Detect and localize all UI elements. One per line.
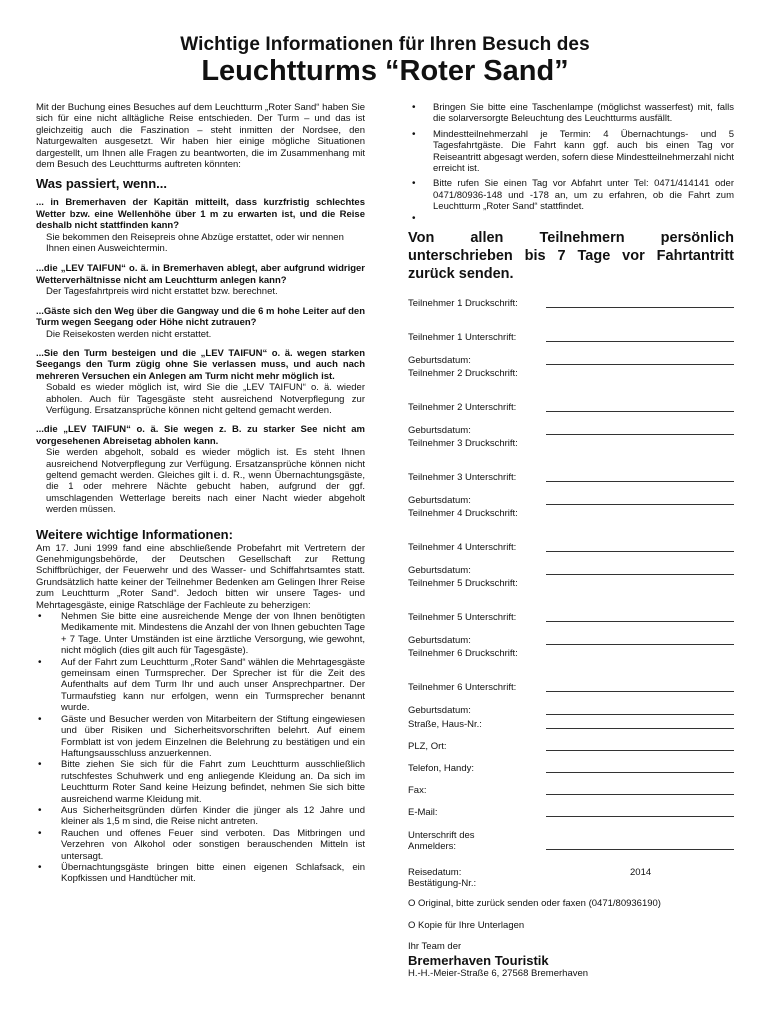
participant-2-signature-field[interactable] [408,401,734,414]
field-line [546,807,734,817]
case-5 [36,424,365,515]
case-answer: Der Tagesfahrtpreis wird nicht erstattet bzw. berechnet. [46,286,278,298]
participant-6-print-field[interactable] [408,647,734,660]
advice-item: • Bitte ziehen Sie sich für die Fahrt zum Leuchtturm ausschließlich rutschfestes Schuhwerk und eng anliegende Kleidung an. Da sich im Leuchtturm Roter Sand keine Heizung befindet, nehmen Sie sich bitte ausreichend warme Kleidung mit. [36,759,365,805]
field-line [546,682,734,692]
advice-item: • Auf der Fahrt zum Leuchtturm „Roter Sand“ wählen die Mehrtagesgäste gemeinsam einen Turmsprecher. Der Sprecher ist für die Zeit des Aufenthalts auf dem Turm Ihr und auch unser Ansprechpartner. Der Turmaufstieg kann nur erfolgen, wenn ein Turmsprecher benannt wurde. [36,657,365,714]
fax-field[interactable] [408,784,734,797]
field-line [546,705,734,715]
field-line [546,719,734,729]
info-item: • Mindestteilnehmerzahl je Termin: 4 Übernachtungs- und 5 Tagesfahrtgäste. Die Fahrt kann ggf. auch bis einen Tag vor Reiseantritt abgesagt werden, sofern diese Mindestteilnehmerzahl nicht erreicht ist. [408,129,734,175]
participant-4-signature-field[interactable] [408,541,734,554]
case-1 [36,197,365,254]
case-question: ...Sie den Turm besteigen und die „LEV TAIFUN“ o. ä. wegen starken Seegangs den Turm zügig ohne Sie verlassen muss, und auch nach mehreren Versuchen ein Anlegen am Turm nicht mehr möglich ist. [36,347,365,382]
case-4 [36,348,365,416]
case-question: ...die „LEV TAIFUN“ o. ä. in Bremerhaven ablegt, aber aufgrund widriger Wetterverhältnisse nicht am Leuchtturm anlegen kann? [36,263,365,286]
field-line [546,495,734,505]
case-question: ...die „LEV TAIFUN“ o. ä. Sie wegen z. B. zu starker See nicht am vorgesehenen Abreisetag abholen kann. [36,424,365,447]
email-field[interactable] [408,806,734,819]
field-label: Straße, Haus-Nr.: [408,719,482,731]
section-heading-what-happens: Was passiert, wenn... [36,176,168,192]
participant-4-birthdate-field[interactable] [408,564,734,577]
advice-list [36,611,365,885]
participant-5-print-field[interactable] [408,577,734,590]
participant-1-print-field[interactable] [408,297,734,310]
field-label: Teilnehmer 4 Druckschrift: [408,508,518,520]
field-line [546,612,734,622]
field-label [408,830,546,853]
participant-3-birthdate-field[interactable] [408,494,734,507]
participant-3-signature-field[interactable] [408,471,734,484]
travel-year: 2014 [630,867,652,879]
page-title-line2: Leuchtturms “Roter Sand” [201,55,569,87]
field-line [546,741,734,751]
case-answer: Sobald es wieder möglich ist, wird Sie die „LEV TAIFUN“ o. ä. wieder abholen. Auch für Tagesgäste steht ausreichend Notverpflegung zur Verfügung. Ersatzansprüche können nicht geltend gemacht werden. [46,382,365,416]
field-line [546,298,734,308]
info-item: • Bitte rufen Sie einen Tag vor Abfahrt unter Tel: 0471/414141 oder 0471/80936-148 und -178 an, um zu erfahren, ob die Fahrt zum Leuchtturm „Roter Sand“ stattfindet. [408,178,734,212]
field-label: Fax: [408,785,427,797]
info-list [408,102,734,213]
field-label: Geburtsdatum: [408,355,471,367]
field-line [546,355,734,365]
case-3 [36,306,365,340]
field-label: Teilnehmer 5 Druckschrift: [408,578,518,590]
info-item: • Bringen Sie bitte eine Taschenlampe (möglichst wasserfest) mit, falls die solarversorgte Beleuchtung des Leuchtturms ausfällt. [408,102,734,125]
field-label: Teilnehmer 2 Unterschrift: [408,402,517,414]
advice-item: • Übernachtungsgäste bringen bitte einen eigenen Schlafsack, ein Kopfkissen und Handtücher mit. [36,862,365,885]
case-answer: Die Reisekosten werden nicht erstattet. [46,328,212,340]
field-label: Teilnehmer 2 Druckschrift: [408,368,518,380]
field-label: E-Mail: [408,807,438,819]
participant-4-print-field[interactable] [408,507,734,520]
team-label: Ihr Team der [408,941,462,953]
intro-paragraph: Mit der Buchung eines Besuches auf dem Leuchtturm „Roter Sand“ haben Sie sich für eine nicht alltägliche Reise entschieden. Der Turm – und das ist gleichzeitig auch die Faszination – steht inmitten der Nordsee, den Naturgewalten ausgesetzt. Wir haben hier einige mögliche Situationen dargestellt, um Ihnen alle Fragen zu beantworten, die im Zusammenhang mit dem Besuch des Leuchtturms auftreten könnten: [36,102,365,171]
field-label: Teilnehmer 4 Unterschrift: [408,542,517,554]
section-heading-further-info: Weitere wichtige Informationen: [36,526,233,542]
street-field[interactable] [408,718,734,731]
case-answer: Sie bekommen den Reisepreis ohne Abzüge erstattet, oder wir nennen Ihnen einen Ausweichtermin. [46,231,344,255]
field-line [546,635,734,645]
field-line [546,785,734,795]
field-label: Reisedatum: [408,867,462,879]
participant-3-print-field[interactable] [408,437,734,450]
confirmation-number-field[interactable] [408,878,734,890]
field-label: Teilnehmer 5 Unterschrift: [408,612,517,624]
participant-6-birthdate-field[interactable] [408,704,734,717]
participant-6-signature-field[interactable] [408,681,734,694]
field-line [546,565,734,575]
field-label: Teilnehmer 3 Druckschrift: [408,438,518,450]
copy-note: O Kopie für Ihre Unterlagen [408,919,525,931]
field-label: Geburtsdatum: [408,705,471,717]
case-2 [36,263,365,297]
case-question: ...Gäste sich den Weg über die Gangway und die 6 m hohe Leiter auf den Turm wegen Seegang oder Höhe nicht zutrauen? [36,305,365,329]
advice-item: • Gäste und Besucher werden von Mitarbeitern der Stiftung eingewiesen und über Risiken und Sicherheitsvorschriften belehrt. Auf einem Formblatt ist von jedem Einzelnen die Belehrung zu bestätigen und ein Haftungsausschluss anzuerkennen. [36,714,365,760]
case-question: ... in Bremerhaven der Kapitän mitteilt, dass kurzfristig schlechtes Wetter bzw. eine Wellenhöhe über 1 m zu erwarten ist, und die Reise deshalb nicht stattfinden kann? [36,197,365,232]
registration-form [408,297,734,891]
field-label: Teilnehmer 6 Druckschrift: [408,648,518,660]
field-label: Geburtsdatum: [408,495,471,507]
field-line [546,425,734,435]
field-label: PLZ, Ort: [408,741,447,753]
field-label: Geburtsdatum: [408,635,471,647]
page-title-line1: Wichtige Informationen für Ihren Besuch des [180,34,590,55]
phone-field[interactable] [408,762,734,775]
further-info-paragraph: Am 17. Juni 1999 fand eine abschließende Probefahrt mit Vertretern der Genehmigungsbehörde, der Deutschen Gesellschaft zur Rettung Schiffbrüchiger, der Feuerwehr und des Wasser- und Schiffahrtsamtes statt. Grundsätzlich hatte keiner der Teilnehmer Bedenken am Gelingen Ihrer Reise zum Leuchtturm „Roter Sand“. Jedoch bitten wir unsere Tages- und Mehrtagesgäste, einige Ratschläge der Fachleute zu beherzigen: [36,542,365,611]
signature-label-line2: Anmelders: [408,841,457,853]
advice-item: • Aus Sicherheitsgründen dürfen Kinder die jünger als 12 Jahre und kleiner als 1,5 m sind, die Reise nicht antreten. [36,805,365,828]
field-line [546,840,734,850]
participant-2-print-field[interactable] [408,367,734,380]
field-label: Teilnehmer 6 Unterschrift: [408,682,517,694]
applicant-signature-field[interactable] [408,830,734,853]
field-label: Telefon, Handy: [408,763,475,775]
field-label: Geburtsdatum: [408,425,471,437]
original-note: O Original, bitte zurück senden oder faxen (0471/80936190) [408,898,661,910]
field-label: Bestätigung-Nr.: [408,878,477,890]
field-label: Geburtsdatum: [408,565,471,577]
organization-address: H.-H.-Meier-Straße 6, 27568 Bremerhaven [408,967,589,979]
field-line [546,542,734,552]
field-line [546,763,734,773]
right-column [408,102,734,979]
field-line [546,332,734,342]
advice-item: • Nehmen Sie bitte eine ausreichende Menge der von Ihnen benötigten Medikamente mit. Mindestens die Anzahl der von Ihnen gebuchten Tage + 7 Tage. Unter Umständen ist eine ärztliche Versorgung, wie gewohnt, nicht möglich (dies gilt auch für Tagesgäste). [36,611,365,657]
organization-name: Bremerhaven Touristik [408,952,549,968]
left-column [36,102,365,885]
empty-bullet [408,213,734,225]
field-label: Teilnehmer 1 Unterschrift: [408,332,517,344]
participant-5-birthdate-field[interactable] [408,634,734,647]
field-label: Teilnehmer 3 Unterschrift: [408,472,517,484]
field-label: Teilnehmer 1 Druckschrift: [408,298,518,310]
field-line [546,472,734,482]
participant-1-signature-field[interactable] [408,331,734,344]
case-answer: Sie werden abgeholt, sobald es wieder möglich ist. Es steht Ihnen ausreichend Notverpflegung zur Verfügung. Ersatzansprüche können nicht geltend gemacht werden. Gleiches gilt i. d. R., wenn Übernachtungsgäste, die 1 oder mehrere Nächte gebucht haben, aufgrund der ggf. umschlagenden Wetterlage bereits nach einer Nacht wieder abgeholt werden müssen. [46,447,365,516]
participant-1-birthdate-field[interactable] [408,354,734,367]
participant-5-signature-field[interactable] [408,611,734,624]
travel-date-field[interactable] [408,867,734,878]
send-notice: Von allen Teilnehmern persönlich unterschrieben bis 7 Tage vor Fahrtantritt zurück senden. [408,229,734,282]
zip-city-field[interactable] [408,740,734,753]
field-line [546,402,734,412]
advice-item: • Rauchen und offenes Feuer sind verboten. Das Mitbringen und Verzehren von Alkohol oder sonstigen berauschenden Mitteln ist untersagt. [36,828,365,862]
participant-2-birthdate-field[interactable] [408,424,734,437]
signature-label-line1: Unterschrift des [408,829,475,841]
